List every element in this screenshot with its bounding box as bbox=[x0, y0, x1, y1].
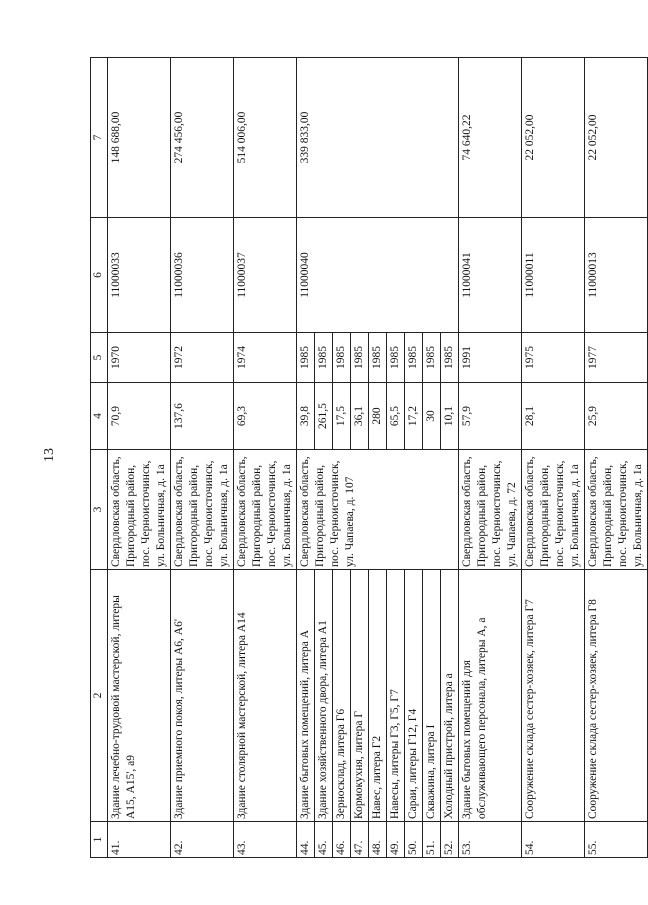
row-number: 51. bbox=[423, 822, 441, 858]
col-header: 3 bbox=[91, 450, 108, 570]
row-number: 46. bbox=[333, 822, 351, 858]
object-name: Здание лечебно-трудовой мастерской, литеры А15, А15', а9 bbox=[108, 570, 171, 822]
area: 69,3 bbox=[234, 383, 297, 450]
table-row bbox=[459, 58, 522, 858]
row-number: 41. bbox=[108, 822, 171, 858]
year: 1985 bbox=[423, 333, 441, 383]
object-name: Здание приемного покоя, литеры А6, А6' bbox=[171, 570, 234, 822]
year: 1985 bbox=[297, 333, 315, 383]
row-number: 50. bbox=[405, 822, 423, 858]
col-header: 5 bbox=[91, 333, 108, 383]
col-header: 7 bbox=[91, 58, 108, 218]
object-name: Сараи, литеры Г12, Г4 bbox=[405, 570, 423, 822]
group-inventory-number: 11000040 bbox=[297, 218, 459, 333]
object-name: Скважина, литера I bbox=[423, 570, 441, 822]
row-number: 54. bbox=[522, 822, 585, 858]
table-row bbox=[297, 58, 315, 858]
table-row bbox=[585, 58, 648, 858]
address: Свердловская область, Пригородный район, пос. Черноисточинск, ул. Больничная, д. 1а bbox=[171, 450, 234, 570]
object-name: Зерносклад, литера Г6 bbox=[333, 570, 351, 822]
cost: 22 052,00 bbox=[585, 58, 648, 218]
area: 70,9 bbox=[108, 383, 171, 450]
rotated-table-viewport bbox=[90, 58, 644, 858]
year: 1977 bbox=[585, 333, 648, 383]
area: 280 bbox=[369, 383, 387, 450]
cost: 274 456,00 bbox=[171, 58, 234, 218]
table-row bbox=[108, 58, 171, 858]
address: Свердловская область, Пригородный район, пос. Черноисточинск, ул. Чапаева, д. 72 bbox=[459, 450, 522, 570]
col-header: 4 bbox=[91, 383, 108, 450]
group-address: Свердловская область, Пригородный район, пос. Черноисточинск, ул. Чапаева, д. 107 bbox=[297, 450, 459, 570]
inventory-number: 11000041 bbox=[459, 218, 522, 333]
year: 1985 bbox=[387, 333, 405, 383]
year: 1985 bbox=[369, 333, 387, 383]
header-row bbox=[91, 58, 108, 858]
address: Свердловская область, Пригородный район, пос. Черноисточинск, ул. Больничная, д. 1а bbox=[585, 450, 648, 570]
col-header: 6 bbox=[91, 218, 108, 333]
row-number: 49. bbox=[387, 822, 405, 858]
row-number: 48. bbox=[369, 822, 387, 858]
row-number: 53. bbox=[459, 822, 522, 858]
row-number: 55. bbox=[585, 822, 648, 858]
area: 17,5 bbox=[333, 383, 351, 450]
year: 1974 bbox=[234, 333, 297, 383]
row-number: 47. bbox=[351, 822, 369, 858]
object-name: Здание бытовых помещений для обслуживающего персонала, литеры А, а bbox=[459, 570, 522, 822]
cost: 514 006,00 bbox=[234, 58, 297, 218]
object-name: Сооружение склада сестер-хозяек, литера Г8 bbox=[585, 570, 648, 822]
area: 36,1 bbox=[351, 383, 369, 450]
address: Свердловская область, Пригородный район, пос. Черноисточинск, ул. Больничная, д. 1а bbox=[522, 450, 585, 570]
year: 1985 bbox=[315, 333, 333, 383]
year: 1970 bbox=[108, 333, 171, 383]
area: 57,9 bbox=[459, 383, 522, 450]
area: 39,8 bbox=[297, 383, 315, 450]
page-number: 13 bbox=[42, 448, 57, 462]
inventory-number: 11000011 bbox=[522, 218, 585, 333]
table-row bbox=[234, 58, 297, 858]
area: 65,5 bbox=[387, 383, 405, 450]
area: 261,5 bbox=[315, 383, 333, 450]
col-header: 1 bbox=[91, 822, 108, 858]
year: 1975 bbox=[522, 333, 585, 383]
area: 30 bbox=[423, 383, 441, 450]
group-cost: 339 833,00 bbox=[297, 58, 459, 218]
cost: 148 688,00 bbox=[108, 58, 171, 218]
row-number: 42. bbox=[171, 822, 234, 858]
address: Свердловская область, Пригородный район, пос. Черноисточинск, ул. Больничная, д. 1а bbox=[108, 450, 171, 570]
inventory-number: 11000033 bbox=[108, 218, 171, 333]
area: 10,1 bbox=[441, 383, 459, 450]
year: 1985 bbox=[441, 333, 459, 383]
row-number: 43. bbox=[234, 822, 297, 858]
property-table bbox=[90, 57, 648, 858]
cost: 74 640,22 bbox=[459, 58, 522, 218]
table-row bbox=[171, 58, 234, 858]
year: 1991 bbox=[459, 333, 522, 383]
object-name: Кормокухня, литера Г bbox=[351, 570, 369, 822]
inventory-number: 11000036 bbox=[171, 218, 234, 333]
area: 28,1 bbox=[522, 383, 585, 450]
inventory-number: 11000037 bbox=[234, 218, 297, 333]
year: 1972 bbox=[171, 333, 234, 383]
cost: 22 052,00 bbox=[522, 58, 585, 218]
object-name: Холодный пристрой, литера а bbox=[441, 570, 459, 822]
inventory-number: 11000013 bbox=[585, 218, 648, 333]
row-number: 44. bbox=[297, 822, 315, 858]
object-name: Здание столярной мастерской, литера А14 bbox=[234, 570, 297, 822]
table-row bbox=[522, 58, 585, 858]
object-name: Навесы, литеры Г3, Г5, Г7 bbox=[387, 570, 405, 822]
object-name: Навес, литера Г2 bbox=[369, 570, 387, 822]
year: 1985 bbox=[333, 333, 351, 383]
area: 17,2 bbox=[405, 383, 423, 450]
object-name: Здание хозяйственного двора, литера А1 bbox=[315, 570, 333, 822]
area: 25,9 bbox=[585, 383, 648, 450]
rotated-table-container bbox=[90, 58, 644, 858]
object-name: Здание бытовых помещений, литера А bbox=[297, 570, 315, 822]
object-name: Сооружение склада сестер-хозяек, литера Г7 bbox=[522, 570, 585, 822]
year: 1985 bbox=[405, 333, 423, 383]
row-number: 45. bbox=[315, 822, 333, 858]
area: 137,6 bbox=[171, 383, 234, 450]
col-header: 2 bbox=[91, 570, 108, 822]
year: 1985 bbox=[351, 333, 369, 383]
address: Свердловская область, Пригородный район, пос. Черноисточинск, ул. Больничная, д. 1а bbox=[234, 450, 297, 570]
row-number: 52. bbox=[441, 822, 459, 858]
